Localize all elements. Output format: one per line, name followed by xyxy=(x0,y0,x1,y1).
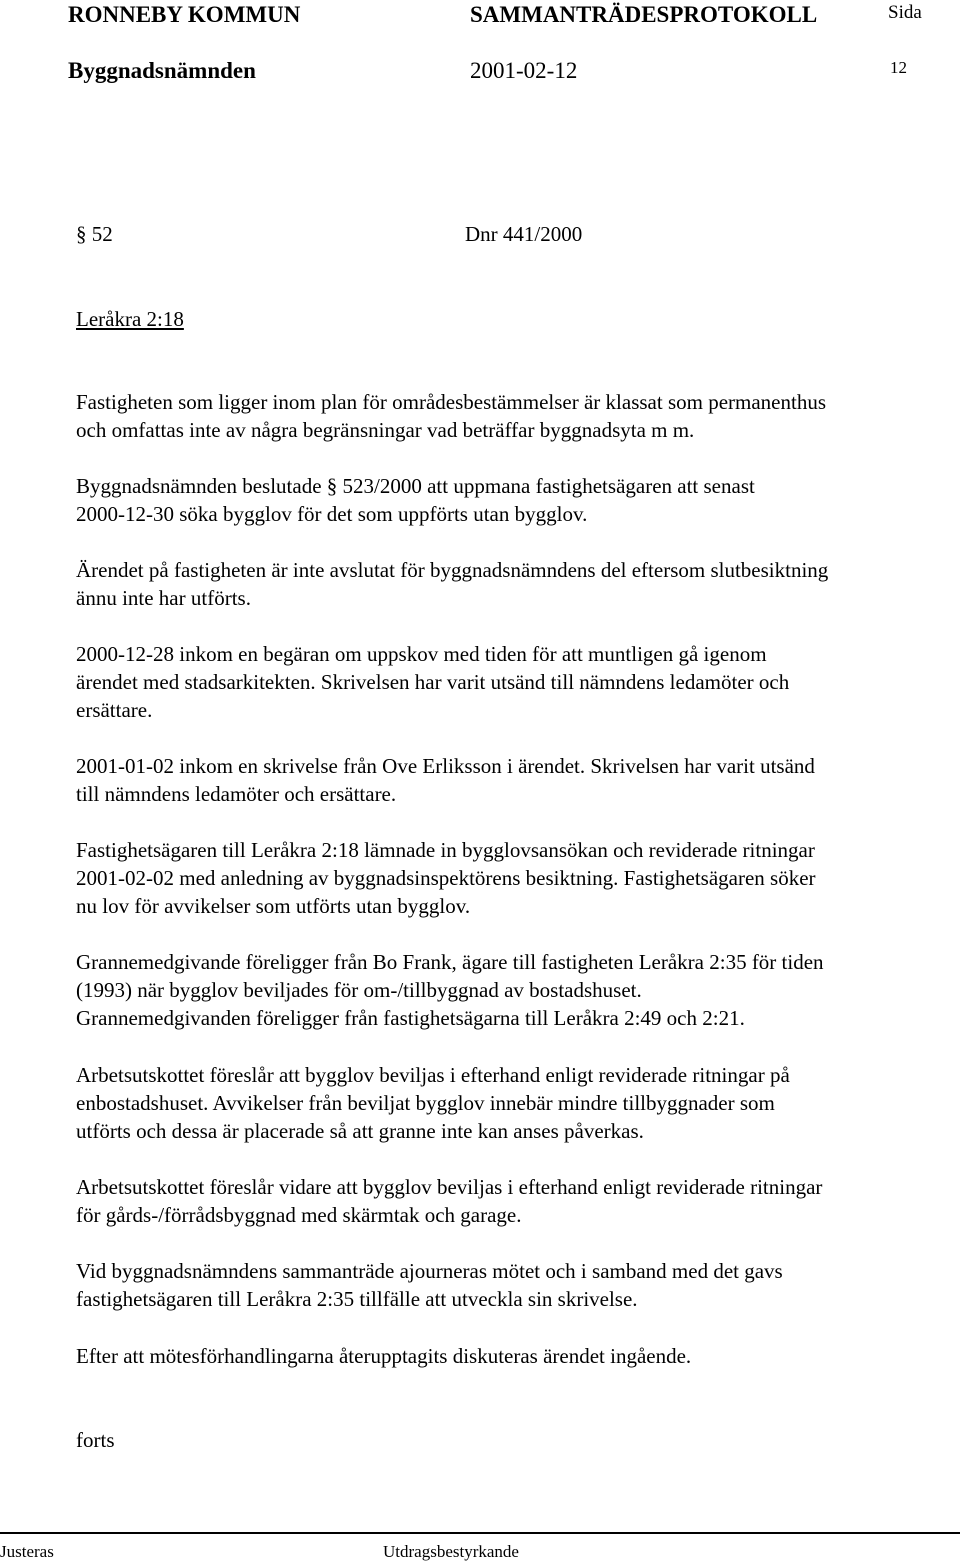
paragraph-3 xyxy=(76,556,956,612)
text-line: Fastigheten som ligger inom plan för områdesbestämmelser är klassat som permanenthus xyxy=(76,390,826,414)
text-line: Vid byggnadsnämndens sammanträde ajourneras mötet och i samband med det gavs xyxy=(76,1259,783,1283)
text-line: och omfattas inte av några begränsningar vad beträffar byggnadsyta m m. xyxy=(76,418,695,442)
text-line: fastighetsägaren till Leråkra 2:35 tillfälle att utveckla sin skrivelse. xyxy=(76,1287,638,1311)
text-line: 2001-02-02 med anledning av byggnadsinspektörens besiktning. Fastighetsägaren söker xyxy=(76,866,816,890)
text-line: Ärendet på fastigheten är inte avslutat för byggnadsnämndens del eftersom slutbesiktning xyxy=(76,558,829,582)
paragraph-5 xyxy=(76,752,956,808)
committee-name: Byggnadsnämnden xyxy=(68,58,256,83)
text-line: Fastighetsägaren till Leråkra 2:18 lämnade in bygglovsansökan och reviderade ritningar xyxy=(76,838,815,862)
paragraph-1 xyxy=(76,388,956,444)
paragraph-7 xyxy=(76,948,956,1032)
text-line: Arbetsutskottet föreslår att bygglov beviljas i efterhand enligt reviderade ritningar på xyxy=(76,1063,790,1087)
paragraph-10 xyxy=(76,1257,956,1313)
text-line: ärendet med stadsarkitekten. Skrivelsen har varit utsänd till nämndens ledamöter och xyxy=(76,670,790,694)
text-line: nu lov för avvikelser som utförts utan bygglov. xyxy=(76,894,471,918)
dnr-reference: Dnr 441/2000 xyxy=(465,222,583,246)
document-type: SAMMANTRÄDESPROTOKOLL xyxy=(470,2,818,27)
text-line: för gårds-/förrådsbyggnad med skärmtak och garage. xyxy=(76,1203,522,1227)
text-line: 2000-12-30 söka bygglov för det som uppförts utan bygglov. xyxy=(76,502,588,526)
text-line: Efter att mötesförhandlingarna återupptagits diskuteras ärendet ingående. xyxy=(76,1344,692,1368)
page-label: Sida xyxy=(888,2,922,23)
text-line: 2001-01-02 inkom en skrivelse från Ove Erliksson i ärendet. Skrivelsen har varit utsänd xyxy=(76,754,815,778)
text-line: (1993) när bygglov beviljades för om-/tillbyggnad av bostadshuset. xyxy=(76,978,642,1002)
text-line: ersättare. xyxy=(76,698,153,722)
page-number: 12 xyxy=(890,58,907,77)
text-line: Grannemedgivande föreligger från Bo Frank, ägare till fastigheten Leråkra 2:35 för tiden xyxy=(76,950,824,974)
text-line: enbostadshuset. Avvikelser från beviljat bygglov innebär mindre tillbyggnader som xyxy=(76,1091,775,1115)
paragraph-11 xyxy=(76,1342,956,1370)
case-title: Leråkra 2:18 xyxy=(76,307,184,331)
paragraph-8 xyxy=(76,1061,956,1145)
paragraph-2 xyxy=(76,472,956,528)
text-line: ännu inte har utförts. xyxy=(76,586,251,610)
meeting-date: 2001-02-12 xyxy=(470,58,578,83)
footer-divider xyxy=(0,1532,960,1534)
text-line: Byggnadsnämnden beslutade § 523/2000 att uppmana fastighetsägaren att senast xyxy=(76,474,755,498)
text-line: utförts och dessa är placerade så att granne inte kan anses påverkas. xyxy=(76,1119,644,1143)
text-line: Arbetsutskottet föreslår vidare att bygglov beviljas i efterhand enligt reviderade ritningar xyxy=(76,1175,823,1199)
continuation-note: forts xyxy=(76,1428,115,1452)
paragraph-number: § 52 xyxy=(76,222,113,246)
paragraph-9 xyxy=(76,1173,956,1229)
text-line: till nämndens ledamöter och ersättare. xyxy=(76,782,397,806)
footer-justeras: Justeras xyxy=(0,1542,54,1561)
organization-name: RONNEBY KOMMUN xyxy=(68,2,301,27)
paragraph-4 xyxy=(76,640,956,724)
paragraph-6 xyxy=(76,836,956,920)
text-line: Grannemedgivanden föreligger från fastighetsägarna till Leråkra 2:49 och 2:21. xyxy=(76,1006,745,1030)
text-line: 2000-12-28 inkom en begäran om uppskov med tiden för att muntligen gå igenom xyxy=(76,642,767,666)
footer-utdragsbestyrkande: Utdragsbestyrkande xyxy=(383,1542,519,1561)
